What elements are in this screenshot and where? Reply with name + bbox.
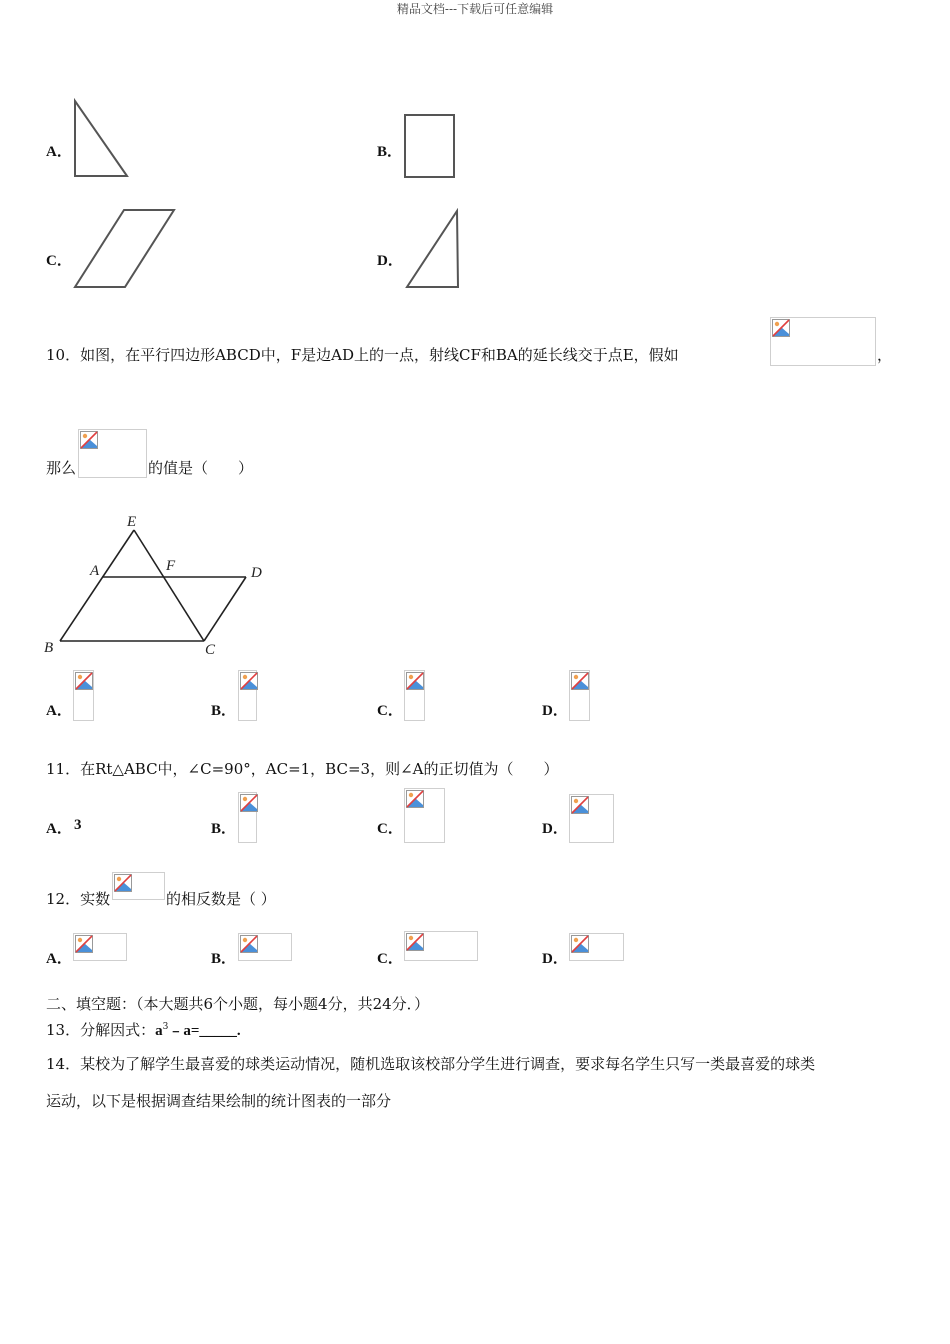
label-d: D	[251, 565, 262, 581]
label-a: A	[90, 563, 100, 579]
q13-end: .	[236, 1023, 241, 1039]
q10-stem-line2a: 那么	[46, 459, 77, 477]
q10-target-ratio-image	[78, 429, 147, 478]
broken-image-icon	[75, 672, 93, 690]
q12-option-c-label: C．	[377, 951, 403, 967]
label-e: E	[127, 514, 137, 530]
q13-expr-exponent: 3	[162, 1022, 169, 1032]
q12-option-c-image	[404, 931, 478, 961]
q10-parallelogram-figure	[40, 508, 272, 660]
broken-image-icon	[571, 796, 589, 814]
q10-option-c-label: C．	[377, 703, 403, 719]
q11-option-d-image	[569, 794, 614, 843]
q9-option-c-label: C．	[46, 253, 72, 269]
broken-image-icon	[240, 794, 258, 812]
q11-option-b-image	[238, 792, 257, 843]
q12-stem-b: 的相反数是（ ）	[166, 890, 276, 908]
q12-option-a-label: A．	[46, 951, 72, 967]
q10-comma: ，	[877, 346, 893, 364]
q10-stem-line1: 10．如图，在平行四边形ABCD中，F是边AD上的一点，射线CF和BA的延长线交于点E，假如	[46, 346, 679, 364]
q9-option-d-label: D．	[377, 253, 403, 269]
label-f: F	[166, 558, 176, 574]
q10-option-b-label: B．	[211, 703, 237, 719]
q9-option-b-figure	[402, 112, 458, 180]
label-c: C	[205, 642, 216, 658]
q13-answer-blank[interactable]: _____	[199, 1023, 237, 1039]
broken-image-icon	[571, 935, 589, 953]
q10-stem-line2b: 的值是（ ）	[148, 459, 254, 477]
line-e-c	[134, 530, 204, 641]
q12-stem-a: 12．实数	[46, 890, 111, 908]
q11-option-c-image	[404, 788, 445, 843]
q10-ratio-image	[770, 317, 876, 366]
q12-option-d-label: D．	[542, 951, 568, 967]
broken-image-icon	[80, 431, 98, 449]
q9-option-a-figure	[72, 98, 132, 180]
broken-image-icon	[406, 790, 424, 808]
q11-option-a-value: 3	[74, 817, 82, 833]
broken-image-icon	[240, 672, 258, 690]
q12-option-a-image	[73, 933, 127, 961]
q9-option-d-figure	[404, 208, 464, 290]
q13-prefix: 13．分解因式：	[46, 1021, 156, 1039]
broken-image-icon	[240, 935, 258, 953]
q12-number-image	[112, 872, 165, 900]
page-header: 精品文档---下载后可任意编辑	[396, 2, 554, 16]
q14-stem-line2: 运动，以下是根据调查结果绘制的统计图表的一部分	[46, 1092, 392, 1110]
line-d-c	[204, 577, 246, 641]
q11-option-d-label: D．	[542, 821, 568, 837]
q11-stem: 11．在Rt△ABC中，∠C=90°，AC=1，BC=3，则∠A的正切值为（ ）	[46, 760, 559, 778]
q13-expr-b: ﹣a=	[168, 1023, 200, 1039]
q13-expr-a: a	[155, 1023, 163, 1039]
q9-option-a-label: A．	[46, 144, 72, 160]
broken-image-icon	[75, 935, 93, 953]
q11-option-c-label: C．	[377, 821, 403, 837]
q14-stem-line1: 14．某校为了解学生最喜爱的球类运动情况，随机选取该校部分学生进行调查，要求每名学生只写一类最喜爱的球类	[46, 1055, 816, 1073]
broken-image-icon	[406, 933, 424, 951]
section-fill-in-heading: 二、填空题：（本大题共6个小题，每小题4分，共24分．）	[46, 995, 430, 1013]
q10-option-d-label: D．	[542, 703, 568, 719]
label-b: B	[44, 640, 54, 656]
q10-option-a-image	[73, 670, 94, 721]
broken-image-icon	[571, 672, 589, 690]
q10-option-a-label: A．	[46, 703, 72, 719]
broken-image-icon	[772, 319, 790, 337]
line-e-b	[60, 530, 134, 641]
q11-option-a-label: A．	[46, 821, 72, 837]
q9-option-b-label: B．	[377, 144, 403, 160]
q10-option-c-image	[404, 670, 425, 721]
q10-option-d-image	[569, 670, 590, 721]
q10-option-b-image	[238, 670, 257, 721]
q13-question	[46, 1019, 241, 1040]
broken-image-icon	[114, 874, 132, 892]
q9-option-c-figure	[72, 207, 178, 291]
q12-option-b-image	[238, 933, 292, 961]
q12-option-d-image	[569, 933, 624, 961]
broken-image-icon	[406, 672, 424, 690]
q12-option-b-label: B．	[211, 951, 237, 967]
q11-option-b-label: B．	[211, 821, 237, 837]
